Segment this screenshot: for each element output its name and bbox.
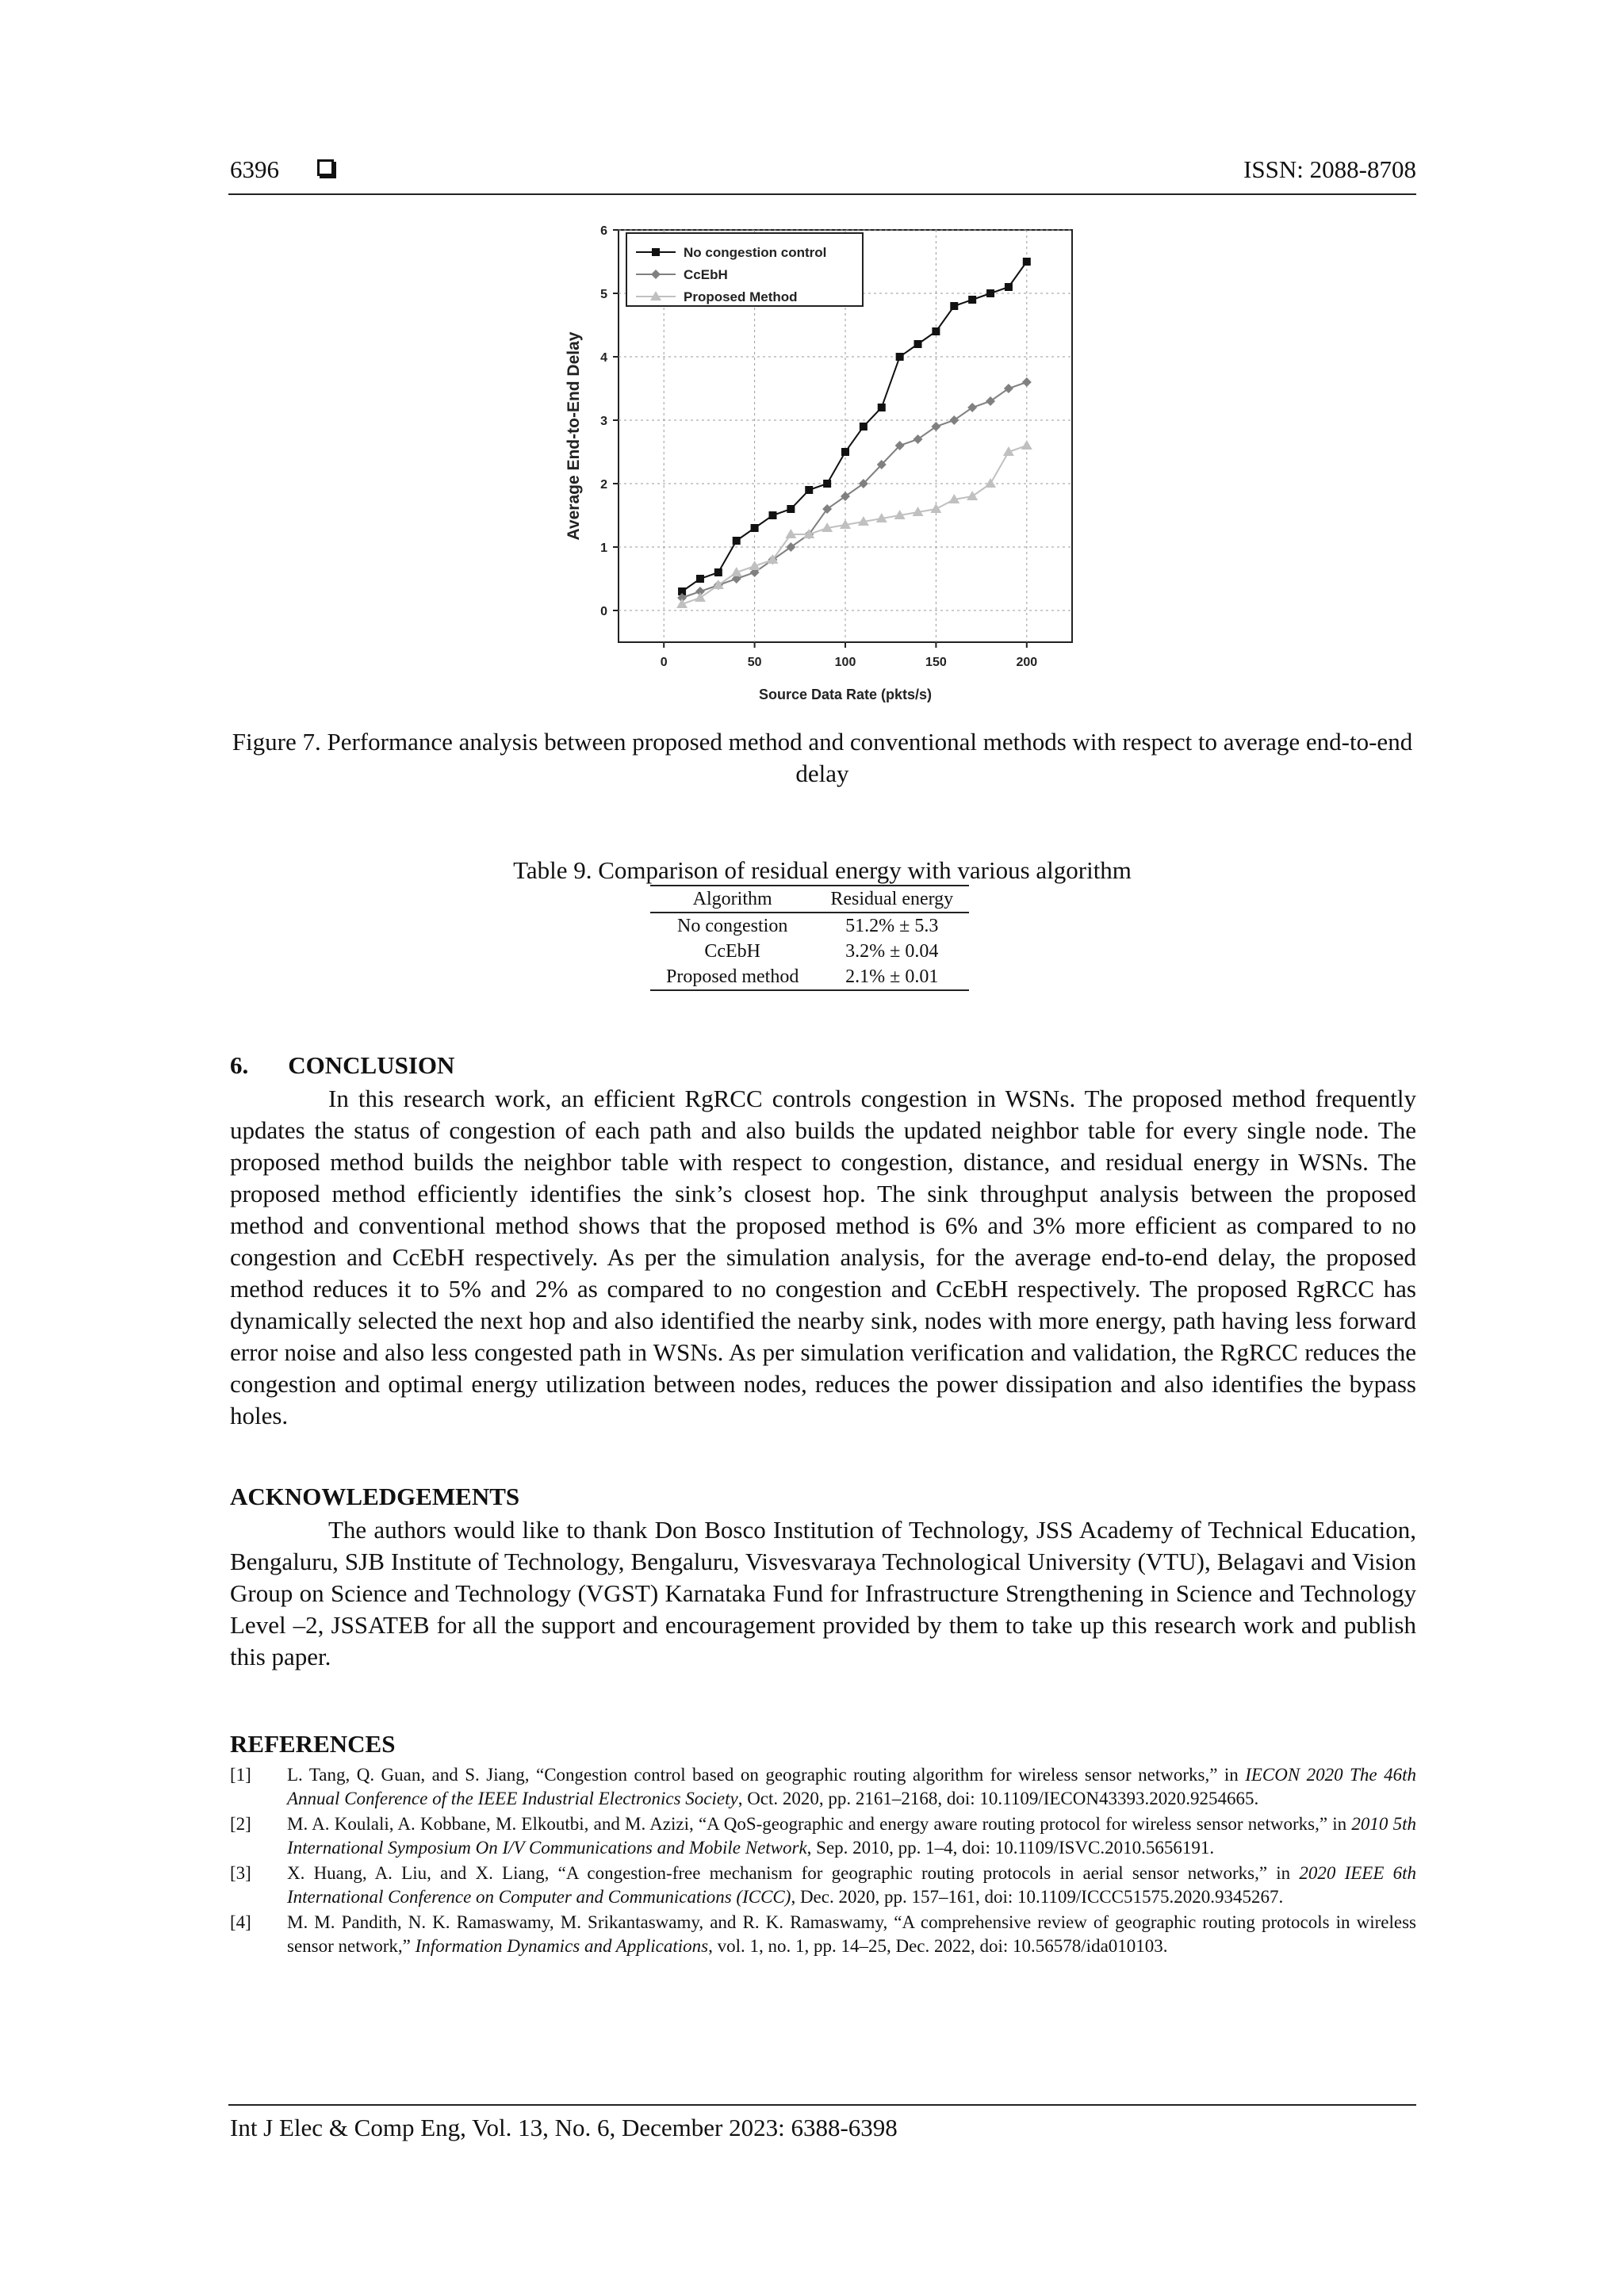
reference-authors-title: M. M. Pandith, N. K. Ramaswamy, M. Srikantaswamy, and R. K. Ramaswamy, “A comprehensive review of geographic routing protocols in wireless sensor network,” (287, 1912, 1416, 1956)
x-tick-label: 0 (660, 656, 668, 669)
table-cell: Proposed method (666, 966, 799, 987)
table-cell: 2.1% ± 0.01 (845, 966, 939, 987)
data-point-0 (950, 302, 958, 310)
conclusion-paragraph: In this research work, an efficient RgRCC controls congestion in WSNs. The proposed method frequently updates the status of congestion of each path and also builds the updated neighbor table for every single node. The proposed method builds the neighbor table with respect to congestion, distance, and residual energy in WSNs. The proposed method efficiently identifies the sink’s closest hop. The sink throughput analysis between the proposed method and conventional method shows that the proposed method is 6% and 3% more efficient as compared to no congestion and CcEbH respectively. As per the simulation analysis, for the average end-to-end delay, the proposed method reduces it to 5% and 2% as compared to no congestion and CcEbH respectively. The proposed RgRCC has dynamically selected the next hop and also identified the nearby sink, nodes with more energy, path having less forward error noise and also less congested path in WSNs. As per simulation verification and validation, the RgRCC reduces the congestion and optimal energy utilization between nodes, reduces the power dissipation and also identifies the bypass holes. (230, 1085, 1416, 1429)
table-header-cell: Residual energy (830, 889, 954, 909)
figure-caption: Figure 7. Performance analysis between proposed method and conventional methods with respect to average end-to-end delay (232, 728, 1413, 787)
delay-line-chart (555, 222, 1094, 714)
reference-item (230, 1812, 1416, 1860)
y-tick-label: 1 (600, 541, 607, 555)
reference-number: [4] (230, 1912, 251, 1932)
reference-venue: IECON 2020 The 46th Annual Conference of the IEEE Industrial Electronics Society (287, 1765, 1416, 1808)
data-point-0 (805, 486, 813, 494)
reference-authors-title: M. A. Koulali, A. Kobbane, M. Elkoutbi, and M. Azizi, “A QoS-geographic and energy aware routing protocol for wireless sensor networks,” in (287, 1814, 1352, 1834)
table-row (650, 913, 969, 939)
reference-item (230, 1911, 1416, 1958)
reference-details: , vol. 1, no. 1, pp. 14–25, Dec. 2022, doi: 10.56578/ida010103. (708, 1936, 1168, 1956)
legend-marker (652, 248, 660, 256)
section-number: 6. (230, 1051, 249, 1079)
y-tick-label: 3 (600, 415, 607, 428)
reference-number: [3] (230, 1863, 251, 1883)
table-cell: No congestion (677, 916, 788, 936)
x-tick-label: 200 (1016, 656, 1038, 669)
data-point-0 (968, 296, 976, 304)
legend-label: CcEbH (684, 267, 728, 282)
table-row (650, 939, 969, 964)
reference-details: , Oct. 2020, pp. 2161–2168, doi: 10.1109/IECON43393.2020.9254665. (737, 1789, 1259, 1808)
section-title: CONCLUSION (288, 1051, 455, 1079)
table-row (650, 964, 969, 990)
reference-venue: 2020 IEEE 6th International Conference on Computer and Communications (ICCC) (287, 1863, 1417, 1907)
x-tick-label: 100 (834, 656, 856, 669)
table-header-row (650, 886, 969, 913)
y-axis-label: Average End-to-End Delay (565, 331, 583, 541)
reference-item (230, 1862, 1416, 1909)
data-point-0 (696, 575, 704, 583)
x-tick-label: 150 (925, 656, 947, 669)
table-cell: CcEbH (704, 941, 760, 962)
references-list (230, 1763, 1416, 1960)
issn: ISSN: 2088-8708 (1243, 155, 1416, 183)
data-point-0 (878, 404, 886, 411)
reference-details: , Dec. 2020, pp. 157–161, doi: 10.1109/ICCC51575.2020.9345267. (791, 1887, 1284, 1907)
reference-details: , Sep. 2010, pp. 1–4, doi: 10.1109/ISVC.2010.5656191. (806, 1838, 1215, 1858)
conclusion-heading (230, 1051, 454, 1080)
y-tick-label: 5 (600, 288, 607, 301)
data-point-0 (733, 537, 741, 545)
references-heading: REFERENCES (230, 1730, 396, 1758)
data-point-0 (768, 511, 776, 519)
reference-authors-title: L. Tang, Q. Guan, and S. Jiang, “Congestion control based on geographic routing algorithm for wireless sensor networks,” in (287, 1765, 1246, 1785)
y-tick-label: 4 (600, 351, 607, 365)
acknowledgements-paragraph: The authors would like to thank Don Bosco Institution of Technology, JSS Academy of Technical Education, Bengaluru, SJB Institute of Technology, Bengaluru, Visvesvaraya Technological University (VTU), Belagavi and Vision Group on Science and Technology (VGST) Karnataka Fund for Infrastructure Strengthening in Science and Technology Level –2, JSSATEB for all the support and encouragement provided by them to take up this research work and publish this paper. (230, 1516, 1416, 1670)
table-header-cell: Algorithm (692, 889, 772, 909)
table-cell: 3.2% ± 0.04 (845, 941, 939, 962)
acknowledgements-heading: ACKNOWLEDGEMENTS (230, 1483, 520, 1510)
residual-energy-table (650, 885, 969, 991)
data-point-0 (932, 327, 940, 335)
data-point-0 (751, 524, 759, 532)
data-point-0 (986, 289, 994, 297)
data-point-0 (714, 568, 722, 576)
reference-number: [2] (230, 1814, 251, 1834)
table-cell: 51.2% ± 5.3 (845, 916, 939, 936)
table-title: Table 9. Comparison of residual energy with various algorithm (513, 856, 1132, 884)
footer-citation: Int J Elec & Comp Eng, Vol. 13, No. 6, December 2023: 6388-6398 (230, 2114, 898, 2141)
reference-number: [1] (230, 1765, 251, 1785)
reference-venue: Information Dynamics and Applications (415, 1936, 709, 1956)
reference-item (230, 1763, 1416, 1811)
data-point-0 (787, 505, 795, 513)
checkbox-square-icon (317, 159, 334, 176)
y-tick-label: 6 (600, 224, 607, 238)
legend-label: Proposed Method (684, 289, 798, 304)
data-point-0 (914, 340, 922, 348)
reference-authors-title: X. Huang, A. Liu, and X. Liang, “A congestion-free mechanism for geographic routing protocols in aerial sensor networks,” in (287, 1863, 1300, 1883)
page-number: 6396 (230, 155, 279, 183)
x-axis-label: Source Data Rate (pkts/s) (758, 687, 933, 702)
data-point-0 (896, 353, 904, 361)
y-tick-label: 0 (600, 605, 607, 618)
data-point-0 (1023, 258, 1031, 266)
data-point-0 (841, 448, 849, 456)
footer-divider (228, 2104, 1416, 2106)
reference-venue: 2010 5th International Symposium On I/V Communications and Mobile Network (287, 1814, 1417, 1858)
y-tick-label: 2 (600, 478, 607, 492)
legend-label: No congestion control (684, 245, 827, 260)
x-tick-label: 50 (747, 656, 762, 669)
data-point-0 (1005, 283, 1013, 291)
data-point-0 (860, 423, 868, 430)
data-point-0 (823, 480, 831, 488)
header-divider (228, 193, 1416, 195)
